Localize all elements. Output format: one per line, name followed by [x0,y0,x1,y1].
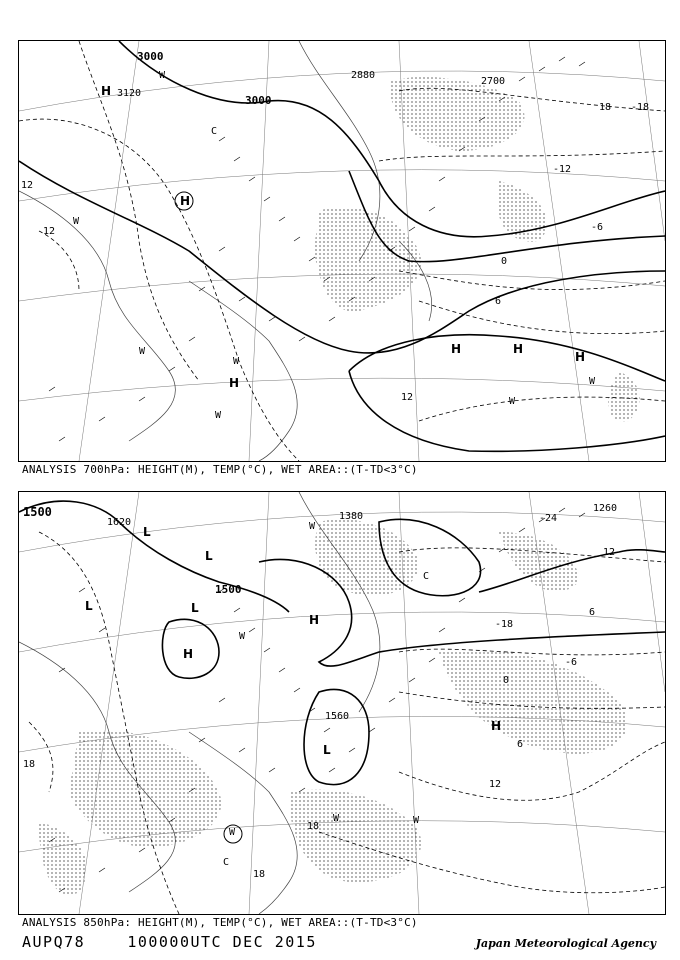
height-label: 1500 [215,583,242,596]
pressure-center: C [423,571,430,582]
chart-700hpa-map [19,41,665,461]
temp-label: 6 [495,296,502,307]
temp-label: 18 [253,869,266,880]
agency-name: Japan Meteorological Agency [475,937,656,950]
temp-label: 0 [503,675,510,686]
temp-label: -24 [539,513,558,524]
warm-marker: W [309,521,316,532]
temp-label: 18 [307,821,320,832]
height-label: 3000 [245,94,272,107]
pressure-center: H [180,194,191,208]
temp-label: -6 [591,222,604,233]
temp-label: 12 [21,180,34,191]
warm-marker: W [229,827,236,838]
pressure-center: C [223,857,230,868]
temp-label: 6 [589,607,596,618]
warm-marker: W [333,813,340,824]
pressure-center: L [323,743,331,757]
warm-marker: W [139,346,146,357]
height-label: 1260 [593,503,618,514]
temp-label: 6 [517,739,524,750]
warm-marker: W [239,631,246,642]
bulletin-header [22,933,317,951]
height-label: 3120 [117,88,142,99]
pressure-center: L [143,525,151,539]
temp-label: -6 [565,657,578,668]
wet-area [314,77,640,422]
temp-label: 12 [489,779,502,790]
warm-marker: W [413,815,420,826]
temp-label: -18 [495,619,514,630]
height-label: 1380 [339,511,364,522]
pressure-center: H [451,342,462,356]
pressure-center: L [85,599,93,613]
warm-marker: W [215,410,222,421]
height-label: 1560 [325,711,350,722]
chart-850hpa [18,491,666,915]
temp-label: 12 [43,226,56,237]
temp-label: 18 [599,102,612,113]
pressure-center: L [191,601,199,615]
height-label: 1620 [107,517,132,528]
temp-label: 18 [23,759,36,770]
temp-label: -18 [631,102,650,113]
pressure-center: H [183,647,194,661]
warm-marker: W [509,396,516,407]
height-label: 3000 [137,50,164,63]
bulletin-id: AUPQ78 [22,933,86,951]
warm-marker: W [589,376,596,387]
temp-label: 12 [401,392,414,403]
warm-marker: W [233,356,240,367]
temp-label: 0 [501,256,508,267]
valid-time: 100000UTC DEC 2015 [127,933,317,951]
pressure-center: H [101,84,112,98]
temp-label: -12 [553,164,572,175]
height-label: 2880 [351,70,376,81]
pressure-center: C [211,126,218,137]
chart-700hpa-caption: ANALYSIS 700hPa: HEIGHT(M), TEMP(°C), WET AREA::(T-TD<3°C) [22,463,418,476]
pressure-center: H [575,350,586,364]
temp-label: 12 [603,547,616,558]
height-label: 2700 [481,76,506,87]
pressure-center: L [205,549,213,563]
pressure-center: H [513,342,524,356]
chart-850hpa-map [19,492,665,914]
warm-marker: W [159,70,166,81]
pressure-center: H [229,376,240,390]
chart-850hpa-caption: ANALYSIS 850hPa: HEIGHT(M), TEMP(°C), WET AREA::(T-TD<3°C) [22,916,418,929]
pressure-center: H [309,613,320,627]
chart-700hpa [18,40,666,462]
height-label: 1500 [23,505,52,519]
warm-marker: W [73,216,80,227]
pressure-center: H [491,719,502,733]
